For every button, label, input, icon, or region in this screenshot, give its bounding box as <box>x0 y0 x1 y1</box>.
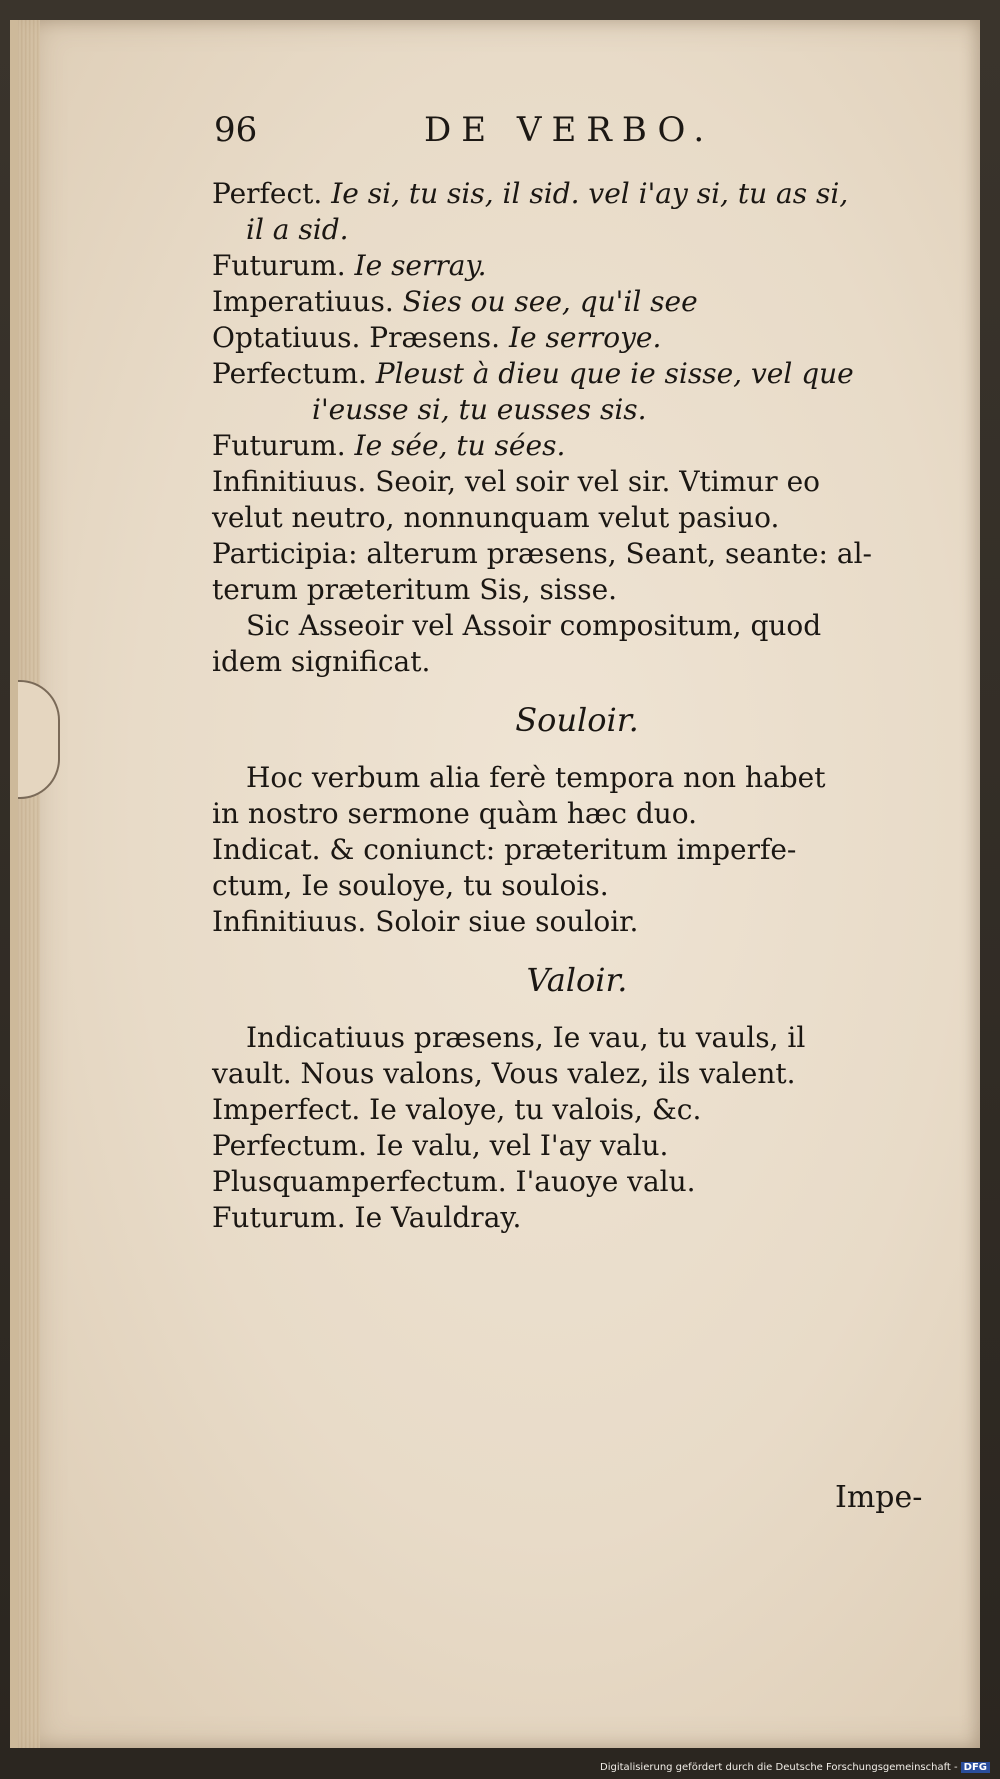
line-text: idem significat. <box>212 645 431 678</box>
text-line: ctum, Ie souloye, tu soulois. <box>212 869 609 902</box>
line-text: velut neutro, nonnunquam velut pasiuo. <box>212 501 780 534</box>
text-line <box>212 572 942 608</box>
line-text: Ie si, tu sis, il sid. vel i'ay si, tu as si, <box>331 177 849 210</box>
dfg-logo-badge: DFG <box>961 1762 990 1773</box>
text-line <box>212 392 942 428</box>
credit-text: Digitalisierung gefördert durch die Deutsche Forschungsgemeinschaft - <box>600 1762 958 1773</box>
text-line: Plusquamperfectum. I'auoye valu. <box>212 1165 696 1198</box>
section-heading: Valoir. <box>526 961 628 999</box>
text-line: vault. Nous valons, Vous valez, ils valent. <box>212 1057 796 1090</box>
line-text: Seoir, vel soir vel sir. Vtimur eo <box>375 465 821 498</box>
page-number: 96 <box>214 110 258 150</box>
digitization-credit <box>600 1762 990 1773</box>
text-line <box>212 536 942 572</box>
catchword: Impe- <box>835 1480 923 1515</box>
page-header <box>214 110 934 154</box>
line-text: Participia: alterum præsens, Seant, seante: al- <box>212 537 872 570</box>
line-text: Sies ou see, qu'il see <box>402 285 698 318</box>
text-line <box>212 320 942 356</box>
running-title: DE VERBO. <box>424 110 715 150</box>
line-text: terum præteritum Sis, sisse. <box>212 573 618 606</box>
line-text: Pleust à dieu que ie sisse, vel que <box>375 357 854 390</box>
text-line: Hoc verbum alia ferè tempora non habet <box>246 761 826 794</box>
line-label: Futurum. <box>212 249 346 282</box>
text-line <box>212 248 942 284</box>
text-line <box>212 176 942 212</box>
line-text: i'eusse si, tu eusses sis. <box>312 393 647 426</box>
text-line <box>212 464 942 500</box>
line-text: Ie serray. <box>354 249 487 282</box>
text-line: Futurum. Ie Vauldray. <box>212 1201 522 1234</box>
text-line <box>212 608 942 644</box>
line-label: Futurum. <box>212 429 346 462</box>
text-block <box>212 176 942 1236</box>
text-line <box>212 644 942 680</box>
text-line: Imperfect. Ie valoye, tu valois, &c. <box>212 1093 702 1126</box>
page-tab <box>18 680 60 799</box>
text-line: in nostro sermone quàm hæc duo. <box>212 797 698 830</box>
text-line: Infinitiuus. Soloir siue souloir. <box>212 905 639 938</box>
text-line <box>212 356 942 392</box>
line-label: Perfectum. <box>212 357 367 390</box>
line-text: il a sid. <box>246 213 349 246</box>
text-line: Indicatiuus præsens, Ie vau, tu vauls, il <box>246 1021 806 1054</box>
text-line: Indicat. & coniunct: præteritum imperfe- <box>212 833 797 866</box>
line-text: Ie sée, tu sées. <box>354 429 566 462</box>
text-line: Perfectum. Ie valu, vel I'ay valu. <box>212 1129 669 1162</box>
text-line <box>212 428 942 464</box>
line-text: Ie serroye. <box>508 321 662 354</box>
line-label: Perfect. <box>212 177 323 210</box>
text-line <box>212 500 942 536</box>
text-line <box>212 284 942 320</box>
line-label: Imperatiuus. <box>212 285 394 318</box>
page-edge <box>18 20 40 1748</box>
line-text: Sic Asseoir vel Assoir compositum, quod <box>246 609 822 642</box>
section-heading: Souloir. <box>515 701 639 739</box>
text-line <box>212 212 942 248</box>
line-label: Infinitiuus. <box>212 465 367 498</box>
line-label: Optatiuus. Præsens. <box>212 321 501 354</box>
